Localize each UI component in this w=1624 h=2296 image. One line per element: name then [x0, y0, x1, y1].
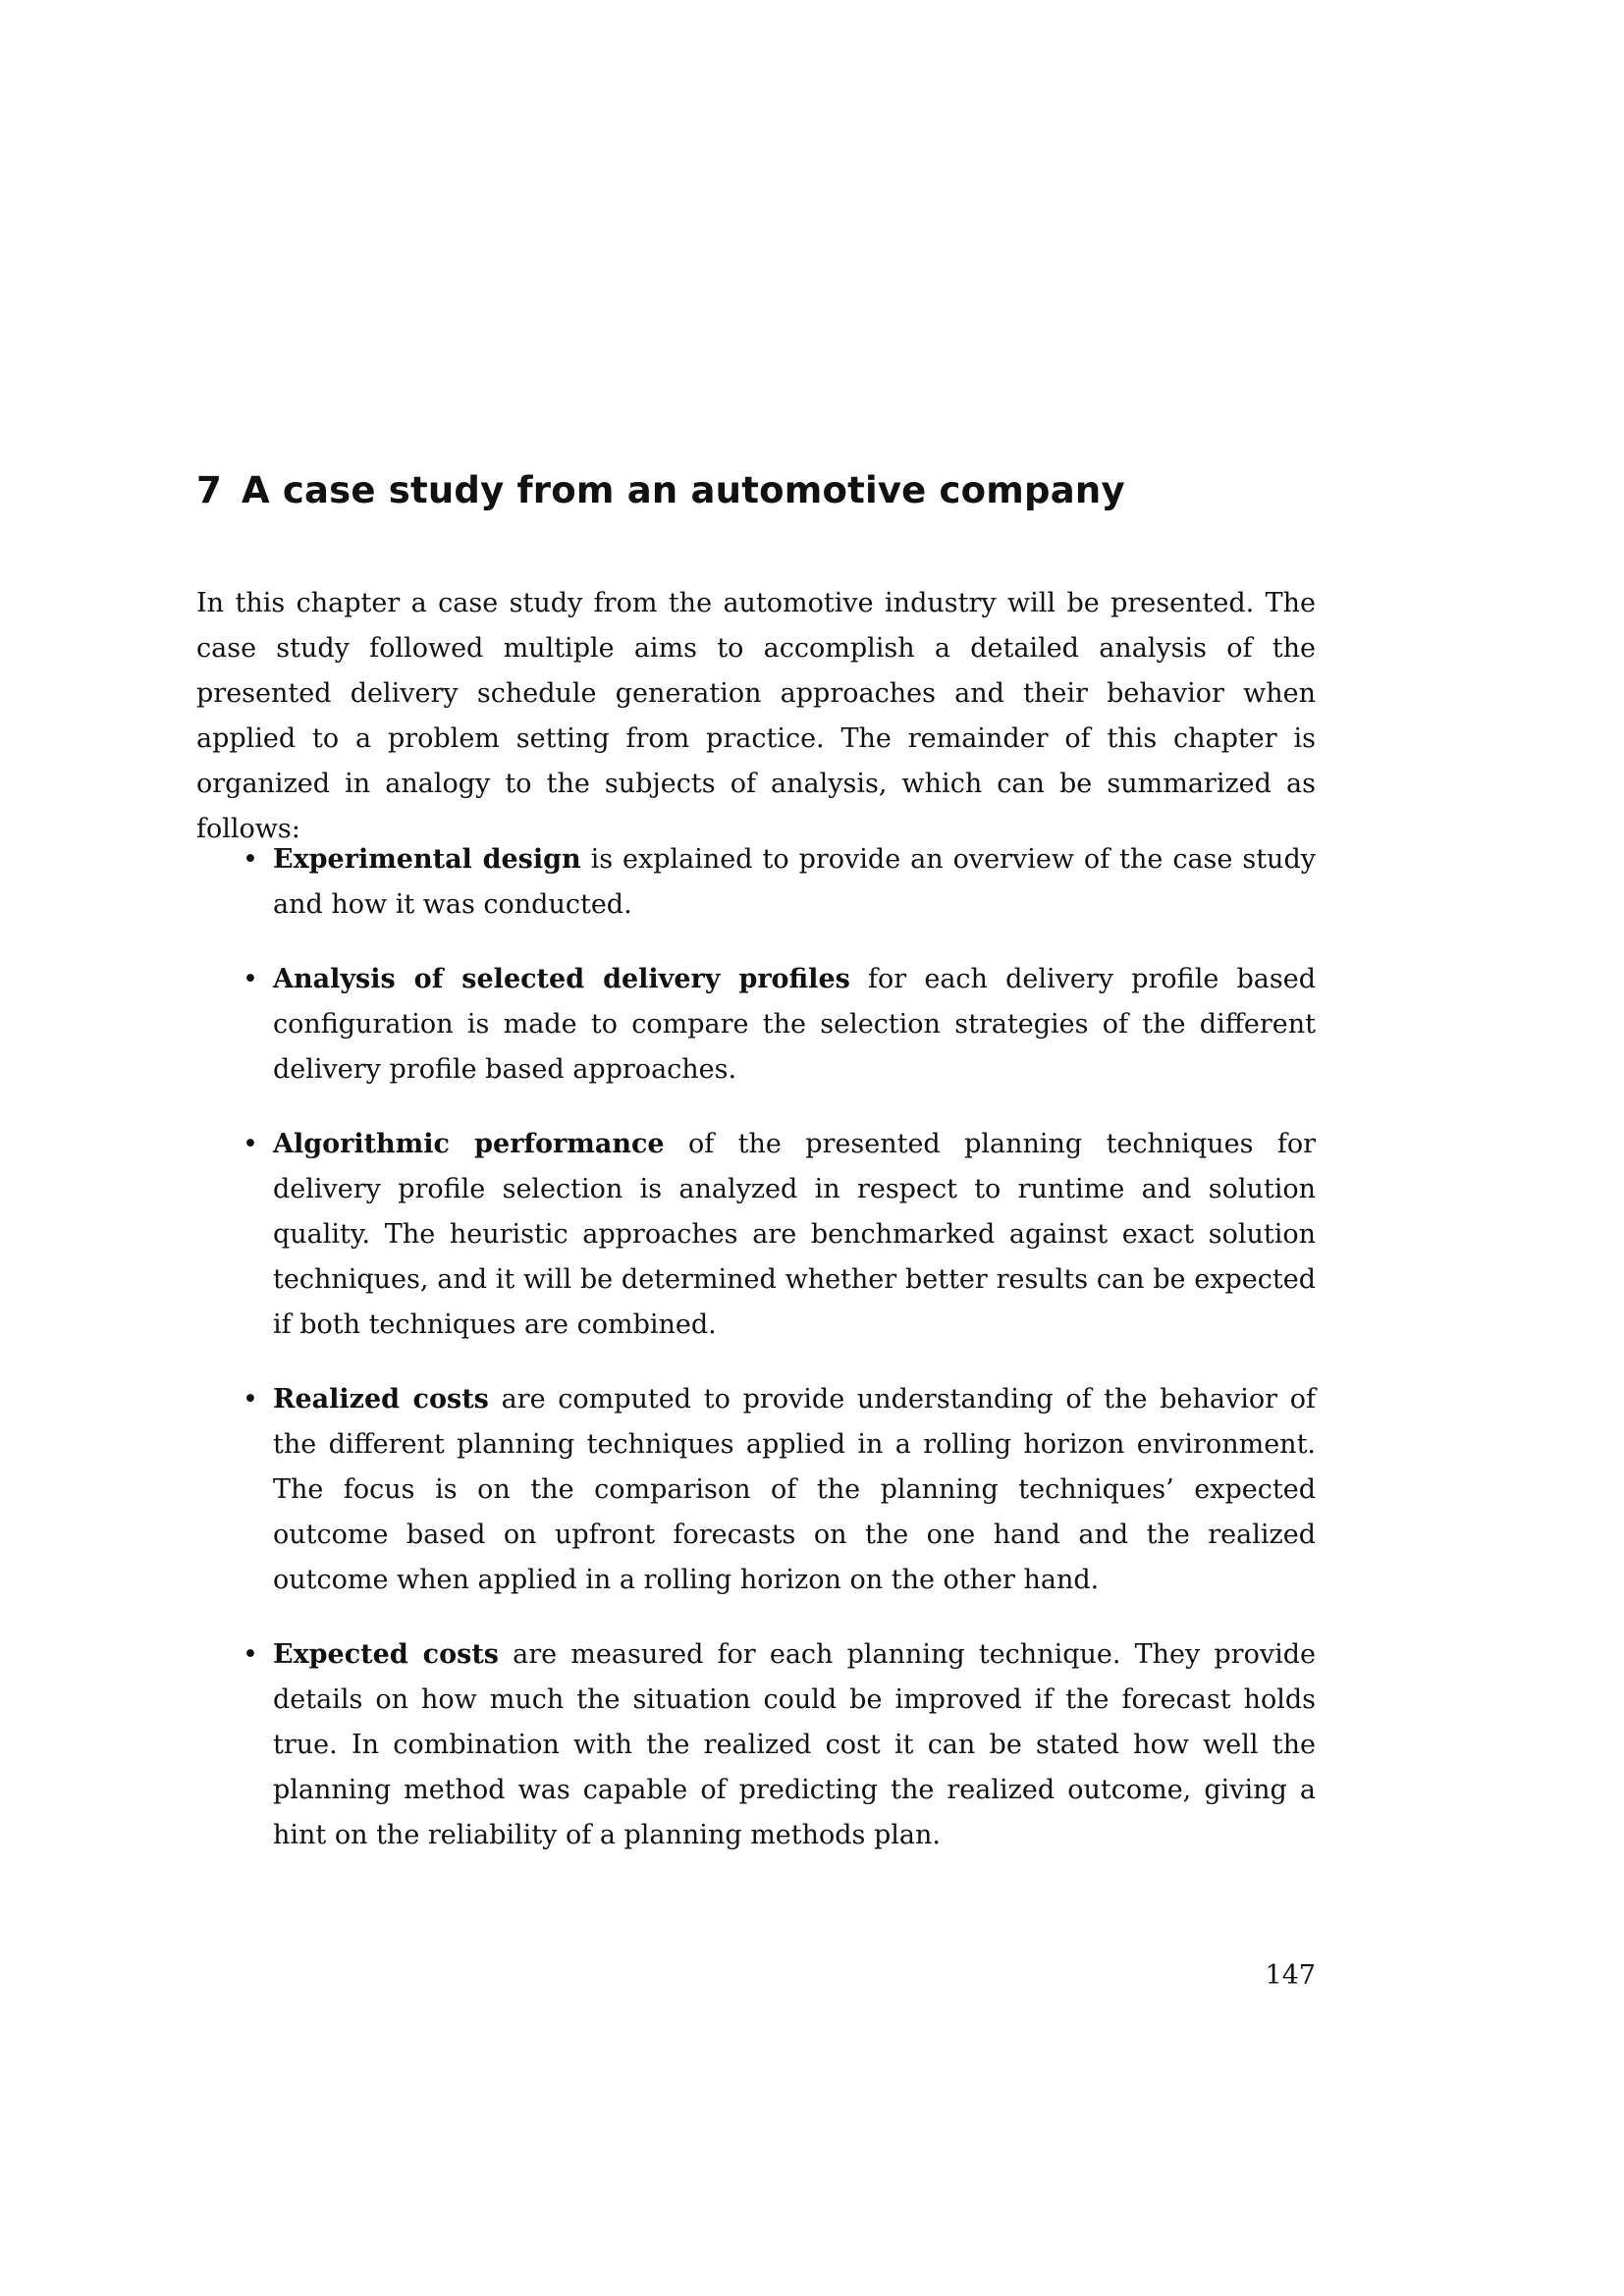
bullet-icon: • — [243, 964, 258, 994]
chapter-number: 7 — [196, 469, 222, 511]
bullet-term: Analysis of selected delivery profiles — [273, 964, 850, 994]
bullet-term: Experimental design — [273, 844, 581, 875]
bullet-icon: • — [243, 1129, 258, 1159]
bullet-term: Expected costs — [273, 1639, 499, 1670]
bullet-icon: • — [243, 1639, 258, 1670]
chapter-heading — [196, 461, 1316, 520]
bullet-item-delivery-profiles — [196, 957, 1316, 1093]
bullet-text: are measured for each planning technique. They provide details on how much the situation could be improved if the forecast holds true. In combination with the realized cost it can be stated how well the planning method was capable of predicting the realized outcome, giving a hint on the reliability of a planning methods plan. — [273, 1639, 1316, 1850]
bullet-text: of the presented planning techniques for delivery profile selection is analyzed in respect to runtime and solution quality. The heuristic approaches are benchmarked against exact solution techniques, and it will be determined whether better results can be expected if both techniques are combined. — [273, 1129, 1316, 1340]
bullet-item-expected-costs — [196, 1632, 1316, 1858]
bullet-item-experimental-design — [196, 837, 1316, 928]
bullet-text: are computed to provide understanding of the behavior of the different planning techniques applied in a rolling horizon environment. The focus is on the comparison of the planning techniques’ expected outcome based on upfront forecasts on the one hand and the realized outcome when applied in a rolling horizon on the other hand. — [273, 1384, 1316, 1595]
bullet-icon: • — [243, 844, 258, 875]
bullet-text: is explained to provide an overview of the case study and how it was conducted. — [273, 844, 1316, 920]
bullet-list — [196, 837, 1316, 1888]
bullet-item-algorithmic-performance — [196, 1122, 1316, 1348]
page-number: 147 — [1265, 1960, 1316, 1991]
bullet-text: for each delivery profile based configuration is made to compare the selection strategies of the different delivery profile based approaches. — [273, 964, 1316, 1085]
bullet-item-realized-costs — [196, 1377, 1316, 1603]
bullet-term: Algorithmic performance — [273, 1129, 665, 1159]
bullet-icon: • — [243, 1384, 258, 1415]
bullet-term: Realized costs — [273, 1384, 489, 1415]
intro-paragraph: In this chapter a case study from the automotive industry will be presented. The case study followed multiple aims to accomplish a detailed analysis of the presented delivery schedule generation approaches and their behavior when applied to a problem setting from practice. The remainder of this chapter is organized in analogy to the subjects of analysis, which can be summarized as follows: — [196, 588, 1316, 844]
chapter-title: A case study from an automotive company — [241, 469, 1125, 511]
